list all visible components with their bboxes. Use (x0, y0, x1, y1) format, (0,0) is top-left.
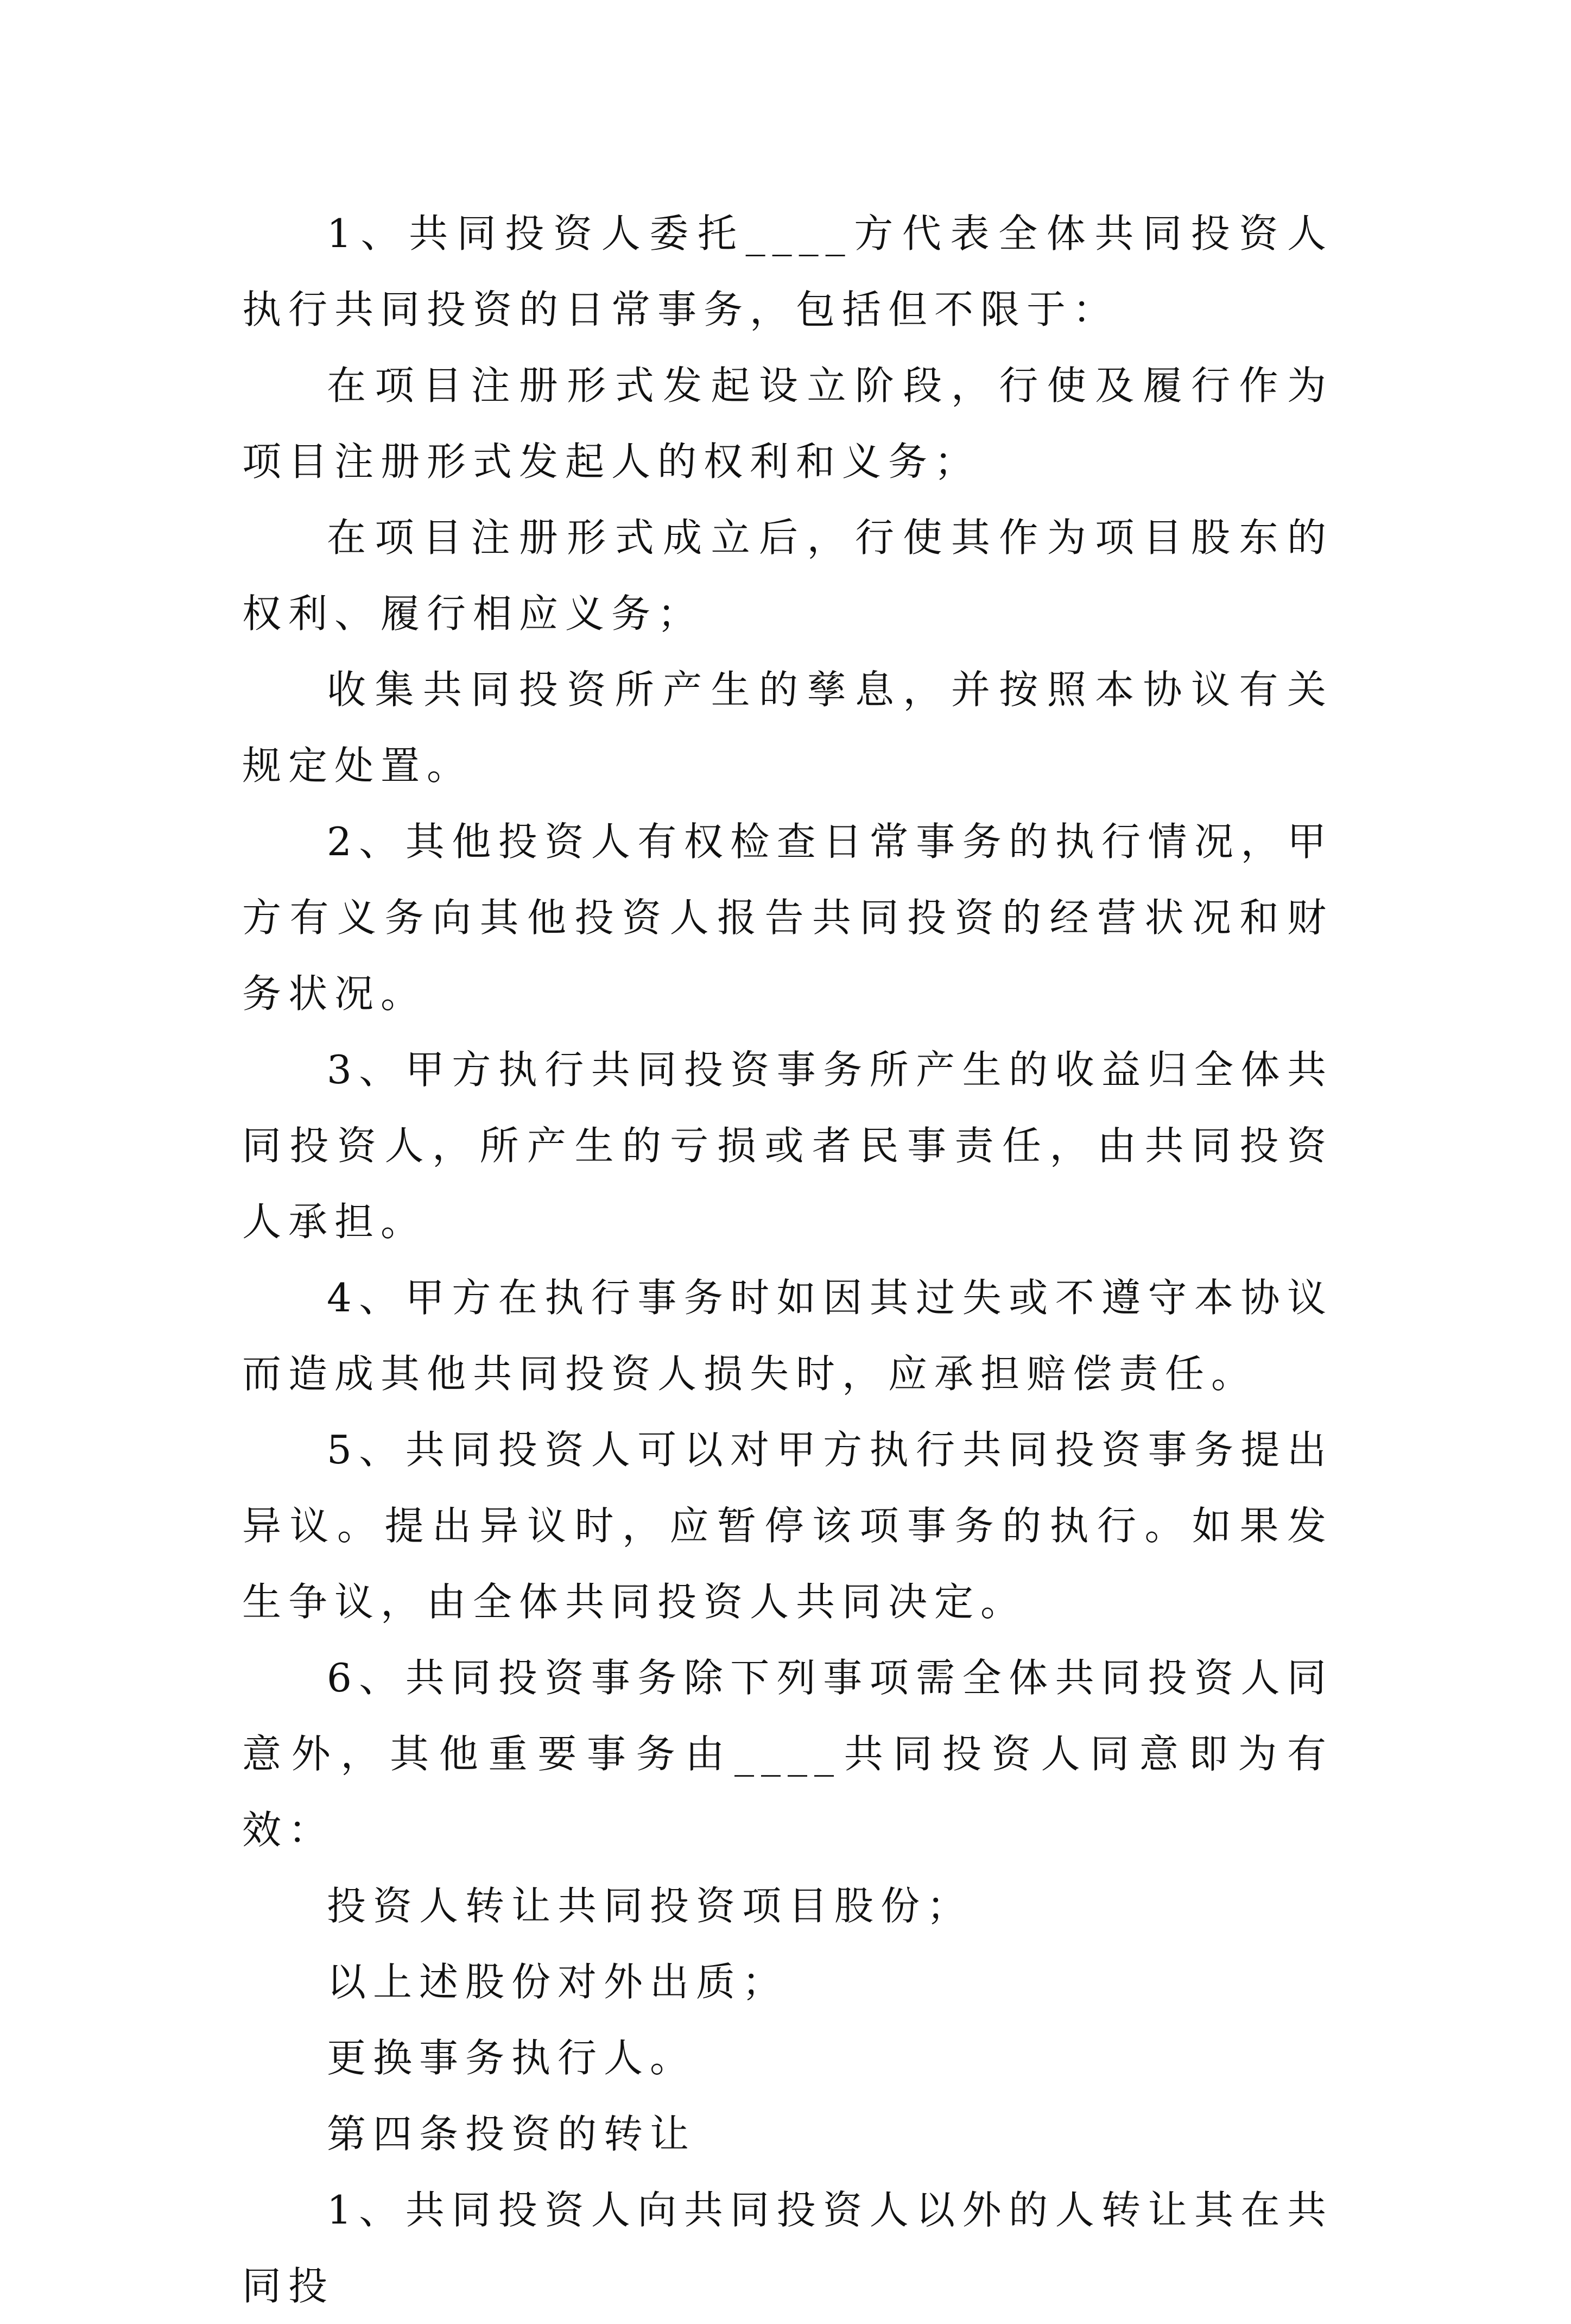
paragraph-clause-6-item-b: 以上述股份对外出质； (327, 1959, 789, 2005)
document-body (242, 195, 1333, 2324)
paragraph-clause-1: 1、共同投资人委托____方代表全体共同投资人执行共同投资的日常事务，包括但不限于： (242, 211, 1333, 332)
paragraph-clause-2: 2、其他投资人有权检查日常事务的执行情况，甲方有义务向其他投资人报告共同投资的经营状况和财务状况。 (242, 819, 1333, 1016)
paragraph-clause-1-item-c: 收集共同投资所产生的孳息，并按照本协议有关规定处置。 (242, 667, 1333, 788)
paragraph-clause-5: 5、共同投资人可以对甲方执行共同投资事务提出异议。提出异议时，应暂停该项事务的执行。如果发生争议，由全体共同投资人共同决定。 (242, 1427, 1333, 1625)
section-heading-article-4: 第四条投资的转让 (327, 2111, 696, 2157)
paragraph-clause-4: 4、甲方在执行事务时如因其过失或不遵守本协议而造成其他共同投资人损失时，应承担赔偿责任。 (242, 1275, 1333, 1397)
paragraph-clause-1-item-a: 在项目注册形式发起设立阶段，行使及履行作为项目注册形式发起人的权利和义务； (242, 363, 1333, 484)
paragraph-clause-6-item-c: 更换事务执行人。 (327, 2035, 696, 2081)
paragraph-article-4-clause-1: 1、共同投资人向共同投资人以外的人转让其在共同投 (242, 2187, 1333, 2309)
paragraph-clause-3: 3、甲方执行共同投资事务所产生的收益归全体共同投资人，所产生的亏损或者民事责任，由共同投资人承担。 (242, 1047, 1333, 1245)
paragraph-clause-6: 6、共同投资事务除下列事项需全体共同投资人同意外，其他重要事务由____共同投资人同意即为有效： (242, 1655, 1333, 1853)
paragraph-clause-6-item-a: 投资人转让共同投资项目股份； (327, 1883, 973, 1929)
paragraph-clause-1-item-b: 在项目注册形式成立后，行使其作为项目股东的权利、履行相应义务； (242, 515, 1333, 636)
